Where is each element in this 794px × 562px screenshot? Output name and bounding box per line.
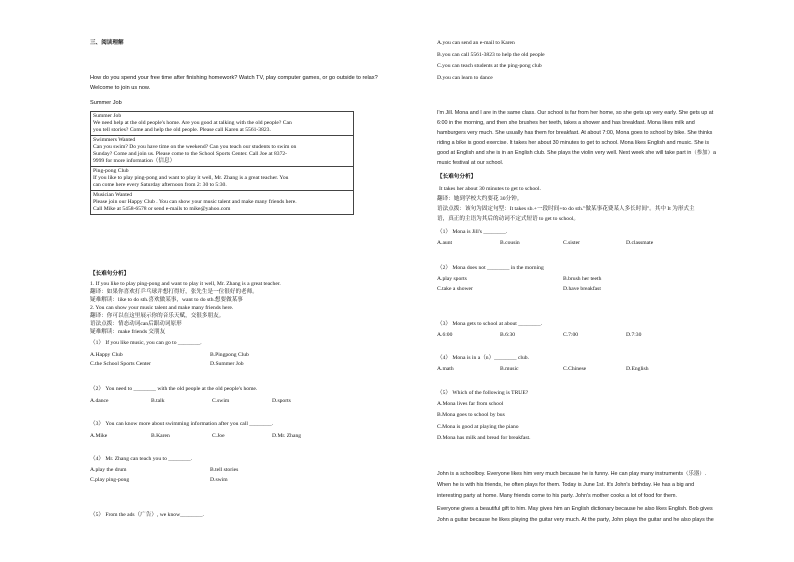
option[interactable]: A.dance [90, 398, 109, 404]
passage-line: music festival at our school. [437, 160, 504, 166]
option[interactable]: D.have breakfast [563, 286, 601, 292]
question-text: （2） You need to ________ with the old people at the old people's home. [90, 386, 258, 392]
ads-table [90, 111, 354, 215]
analysis-line: 语，真正的主语为其后的动词不定式短语 to get to school。 [437, 216, 580, 222]
ad-text: you tell stories? Come and help the old people. Please call Karen at 5561-3823. [93, 127, 271, 133]
option[interactable]: B.tell stories [210, 467, 239, 473]
option[interactable]: D.you can learn to dance [437, 75, 493, 81]
analysis-line: 翻译：如果你喜欢打乒乓球并想打得好，张先生是一位很好的老师。 [90, 289, 258, 295]
option[interactable]: A.play sports [437, 276, 467, 282]
option[interactable]: D.7:30 [626, 332, 642, 338]
intro-line: Welcome to join us now. [90, 85, 151, 91]
question-text: （1） If you like music, you can go to ________. [90, 340, 202, 346]
ad-text: can come here every Saturday afternoon from 2: 30 to 5:30. [93, 182, 227, 188]
question-text: （2） Mona does not ________ in the morning [437, 265, 544, 271]
ad-text: Call Mike at 5458-6578 or send e-mails to mike@yahoo.com [93, 206, 231, 212]
option[interactable]: D.Mr. Zhang [272, 433, 302, 439]
ad-title: Musician Wanted [93, 192, 133, 198]
analysis-line: 语法点拨：情态动词can后跟动词原形 [90, 321, 182, 327]
option[interactable]: C.Joe [212, 433, 225, 439]
analysis-line: 2. You can show your music talent and make many friends here. [90, 305, 234, 311]
option[interactable]: D.English [626, 366, 649, 372]
passage-line: I'm Jill. Mona and I are in the same class. Our school is far from her home, so she gets up very early. She gets up at [437, 110, 714, 116]
option[interactable]: B.Karen [151, 433, 170, 439]
option[interactable]: A.Happy Club [90, 352, 123, 358]
option[interactable]: D.classmate [626, 240, 654, 246]
passage-line: When he is with his friends, he often plays for them. Today is June 1st. It's John's birthday. He has a big and [437, 482, 695, 488]
option[interactable]: B.Pingpong Club [210, 352, 249, 358]
question-text: （5） From the ads（广告）, we know________. [90, 512, 204, 518]
ad-text: Can you swim? Do you have time on the weekend? Can you teach our students to swim on [93, 144, 297, 150]
analysis-line: 疑难解读：like to do sth.喜欢做某事，want to do sth.想要做某事 [90, 297, 243, 303]
option[interactable]: D.swim [210, 477, 228, 483]
analysis-title: 【长难句分析】 [90, 271, 130, 277]
ad-text: If you like to play ping-pong and want to play it well, Mr. Zhang is a great teacher. You [93, 175, 289, 181]
option[interactable]: A.you can send an e-mail to Karen [437, 40, 515, 46]
option[interactable]: B.brush her teeth [563, 276, 602, 282]
ad-text: Sunday? Come and join us. Please come to the School Sports Center. Call Joe at 8372- [93, 151, 288, 157]
passage-line: John is a schoolboy. Everyone likes him very much because he is funny. He can play many instruments（乐器）. [437, 471, 707, 477]
passage-line: interesting party at home. Many friends come to his party. John's mother cooks a lot of food for them. [437, 493, 678, 499]
passage-line: riding a bike is good exercise. It takes her about 30 minutes to get to school. Mona likes English and music. She is [437, 140, 710, 146]
ad-text: Please join our Happy Club . You can show your music talent and make many friends here. [93, 199, 297, 205]
question-text: （5） Which of the following is TRUE? [437, 390, 529, 396]
question-text: （3） You can know more about swimming information after you call ________. [90, 421, 274, 427]
ad-text: We need help at the old people's home. Are you good at talking with the old people? Can [93, 120, 292, 126]
analysis-line: 语法点拨：该句为固定句型：It takes sb.+一段时间+to do sth."做某事花费某人多长时间"。其中 It 为形式主 [437, 206, 695, 212]
question-text: （1） Mona is Jill's ________. [437, 229, 508, 235]
passage-line: John a guitar because he likes playing the guitar very much. At the party, John plays the guitar and he also plays the [437, 517, 714, 523]
analysis-line: 翻译：你可以在这里展示你的音乐天赋，交很多朋友。 [90, 313, 225, 319]
section-title: 三、阅读理解 [90, 40, 124, 46]
ad-title: Swimmers Wanted [93, 137, 136, 143]
option[interactable]: C.swim [212, 398, 230, 404]
option[interactable]: D.sports [272, 398, 291, 404]
option[interactable]: C.take a shower [437, 286, 473, 292]
option[interactable]: A.Mona lives far from school [437, 401, 504, 407]
analysis-line: 翻译：她到学校大约要花 30分钟。 [437, 196, 523, 202]
analysis-title: 【长难句分析】 [437, 174, 477, 180]
passage-line: Everyone gives a beautiful gift to him. May gives him an English dictionary because he also likes English. Bob gives [437, 506, 713, 512]
ad-title: Summer Job [93, 113, 122, 119]
ad-summer-job [91, 112, 353, 136]
option[interactable]: C.sister [563, 240, 580, 246]
passage-line: good at English and she is in an English club. She plays the violin very well. Next week she will take part in（参加）a [437, 150, 716, 156]
option[interactable]: C.you can teach students at the ping-pong club [437, 63, 542, 69]
option[interactable]: B.Mona goes to school by bus [437, 412, 505, 418]
option[interactable]: A.aunt [437, 240, 453, 246]
ad-musician-wanted [91, 191, 353, 214]
ad-title: Ping-pong Club [93, 168, 129, 174]
intro-line: How do you spend your free time after finishing homework? Watch TV, play computer games, or go outside to relax? [90, 75, 378, 81]
option[interactable]: C.7:00 [563, 332, 579, 338]
question-text: （4） Mona is in a（n）________ club. [437, 355, 529, 361]
ad-swimmers-wanted [91, 136, 353, 167]
ad-heading: Summer Job [90, 100, 122, 106]
option[interactable]: B.talk [151, 398, 165, 404]
option[interactable]: B.cousin [500, 240, 520, 246]
ad-text: 9999 for more information（信息） [93, 158, 176, 164]
option[interactable]: A.play the drum [90, 467, 127, 473]
option[interactable]: A.math [437, 366, 454, 372]
question-text: （3） Mona gets to school at about ________. [437, 321, 543, 327]
option[interactable]: A.6:00 [437, 332, 453, 338]
option[interactable]: A.Mike [90, 433, 108, 439]
option[interactable]: B.music [500, 366, 519, 372]
option[interactable]: B.6:30 [500, 332, 516, 338]
option[interactable]: C.the School Sports Center [90, 361, 151, 367]
analysis-line: 1. If you like to play ping-pong and want to play it well, Mr. Zhang is a great teacher. [90, 281, 281, 287]
passage-line: hamburgers very much. She usually has them for breakfast. At about 7:00, Mona goes to school by bike. She thinks [437, 130, 713, 136]
question-text: （4） Mr. Zhang can teach you to ________. [90, 456, 193, 462]
option[interactable]: D.Summer Job [210, 361, 244, 367]
ad-ping-pong-club [91, 167, 353, 191]
analysis-line: 疑难解读：make friends 交朋友 [90, 329, 166, 335]
option[interactable]: B.you can call 5561-3823 to help the old people [437, 52, 545, 58]
option[interactable]: C.Chinese [563, 366, 587, 372]
passage-line: 6:00 in the morning, and then she brushes her teeth, takes a shower and has breakfast. Mona likes milk and [437, 120, 695, 126]
analysis-line: It takes her about 30 minutes to get to school. [439, 186, 541, 192]
option[interactable]: C.play ping-pong [90, 477, 130, 483]
option[interactable]: D.Mona has milk and bread for breakfast. [437, 435, 531, 441]
option[interactable]: C.Mona is good at playing the piano [437, 424, 519, 430]
